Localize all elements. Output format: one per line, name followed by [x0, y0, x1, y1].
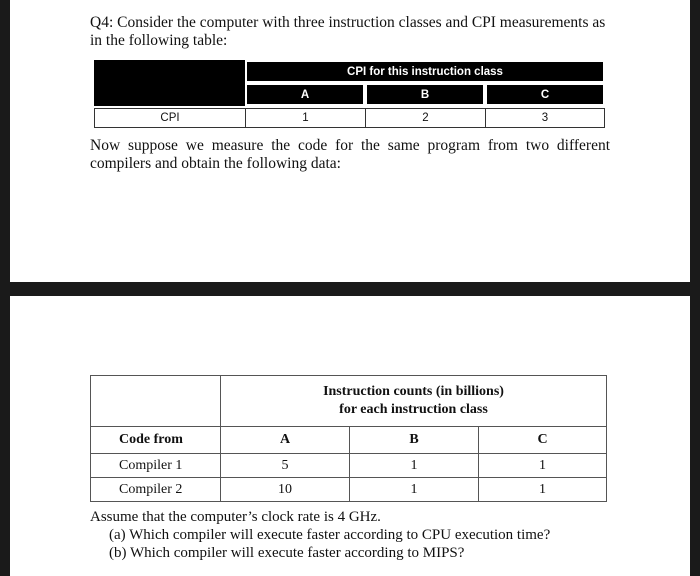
count-column-b-header: B [349, 426, 479, 454]
compiler-2-label: Compiler 2 [119, 481, 183, 497]
compiler-2-count-b: 1 [349, 477, 479, 502]
cpi-row-label: CPI [94, 108, 246, 128]
compiler-paragraph [90, 137, 610, 173]
question-part-a: (a) Which compiler will execute faster according to CPU execution time? [109, 527, 551, 543]
count-group-header-line-2: for each instruction class [339, 402, 488, 417]
cpi-column-a-header: A [245, 83, 365, 106]
question-part-b: (b) Which compiler will execute faster according to MIPS? [109, 545, 465, 561]
compiler-2-label-cell [90, 477, 221, 502]
compiler-2-count-a: 10 [220, 477, 350, 502]
cpi-column-b-header: B [365, 83, 485, 106]
compiler-1-label-cell [90, 453, 221, 478]
count-column-c-header: C [478, 426, 607, 454]
bottom-document-panel [10, 296, 690, 576]
cpi-table-corner-cell [94, 60, 246, 106]
question-line-1: Q4: Consider the computer with three instruction classes and CPI measurements as [90, 14, 606, 31]
count-table-corner-cell [90, 375, 221, 427]
question-line-2: in the following table: [90, 32, 228, 49]
question-text [90, 14, 630, 50]
count-group-header-line-1: Instruction counts (in billions) [323, 384, 504, 399]
cpi-column-c-header: C [485, 83, 605, 106]
cpi-group-header: CPI for this instruction class [245, 60, 605, 83]
cpi-value-c: 3 [485, 108, 605, 128]
compiler-1-count-b: 1 [349, 453, 479, 478]
count-group-header [220, 375, 607, 427]
compiler-2-count-c: 1 [478, 477, 607, 502]
code-from-label: Code from [119, 432, 183, 447]
top-document-panel [10, 0, 690, 282]
compiler-1-count-a: 5 [220, 453, 350, 478]
compiler-1-label: Compiler 1 [119, 457, 183, 473]
cpi-value-a: 1 [245, 108, 366, 128]
clock-rate-assumption: Assume that the computer’s clock rate is 4 GHz. [90, 509, 381, 525]
paragraph-line-2: compilers and obtain the following data: [90, 155, 341, 172]
compiler-1-count-c: 1 [478, 453, 607, 478]
cpi-value-b: 2 [365, 108, 486, 128]
count-row-header [90, 426, 221, 454]
paragraph-line-1: Now suppose we measure the code for the same program from two different [90, 137, 610, 154]
count-column-a-header: A [220, 426, 350, 454]
